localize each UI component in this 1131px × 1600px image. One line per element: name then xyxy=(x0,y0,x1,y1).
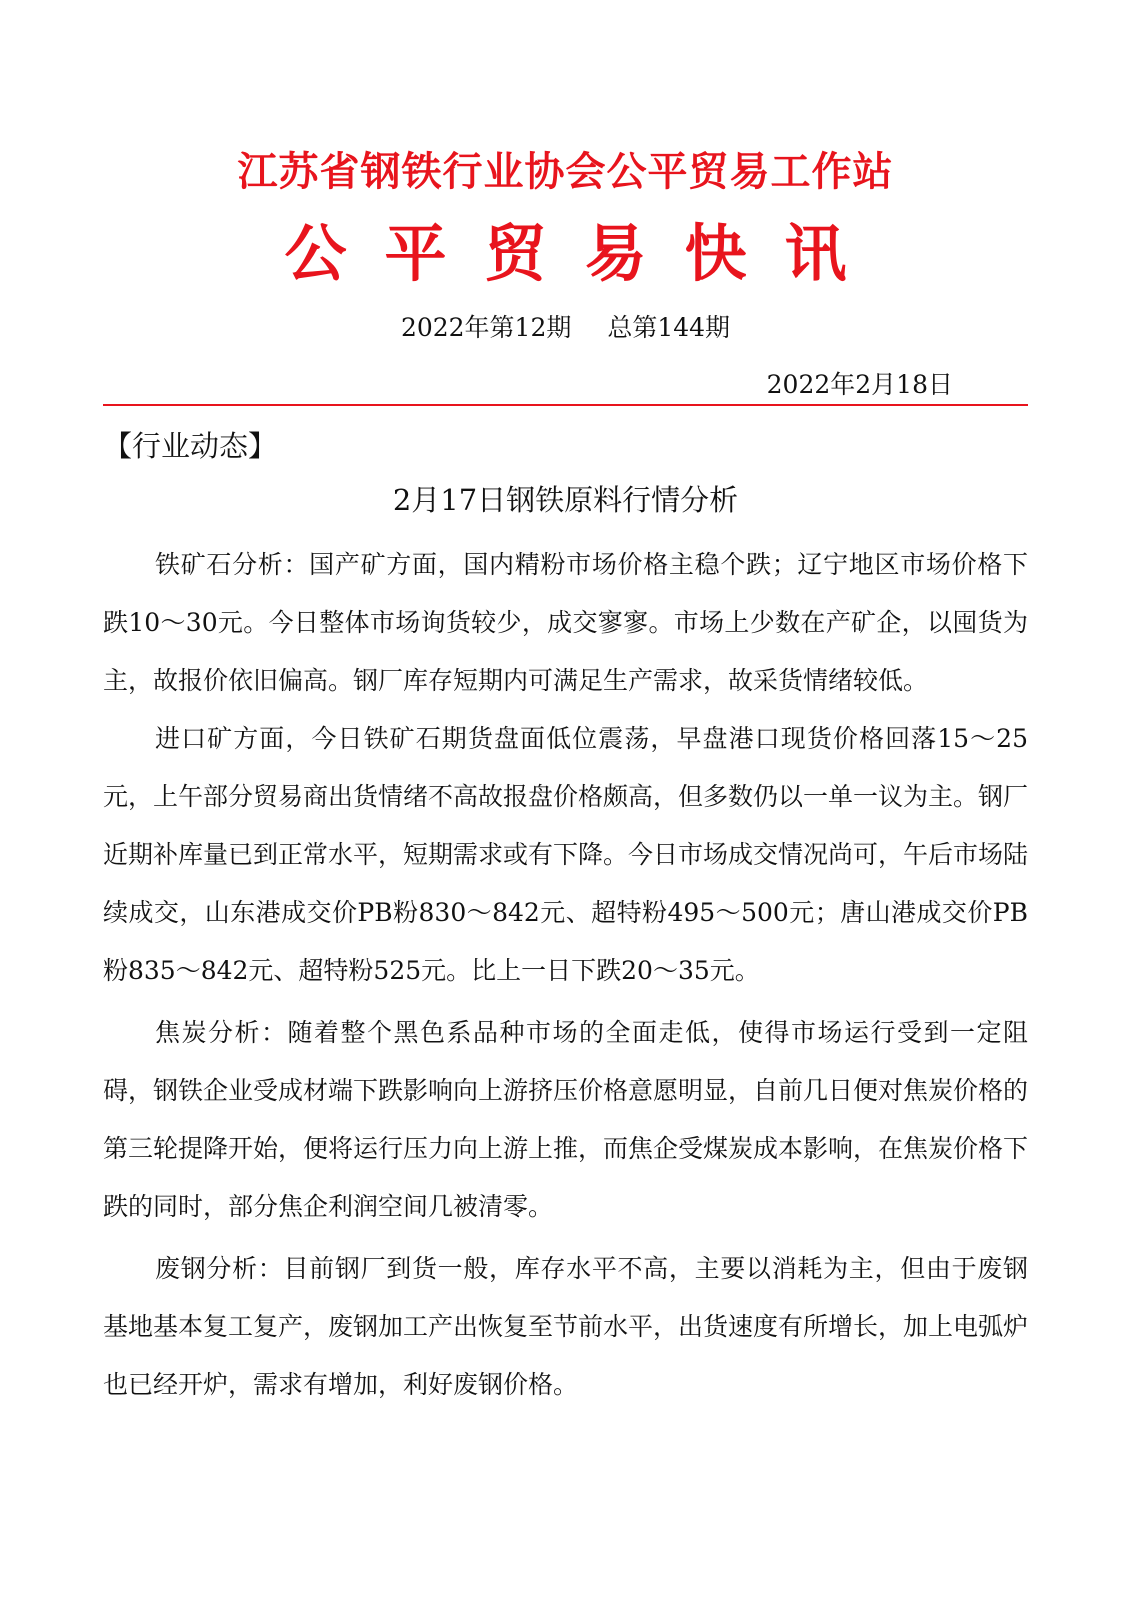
publication-date: 2022年2月18日 xyxy=(766,370,953,399)
paragraph-scrap-steel: 废钢分析：目前钢厂到货一般，库存水平不高，主要以消耗为主，但由于废钢基地基本复工复产，废钢加工产出恢复至节前水平，出货速度有所增长，加上电弧炉也已经开炉，需求有增加，利好废钢价格。 xyxy=(103,1254,1029,1399)
header-divider xyxy=(103,404,1028,406)
total-issue-number: 总第144期 xyxy=(607,313,731,342)
paragraph-coke: 焦炭分析：随着整个黑色系品种市场的全面走低，使得市场运行受到一定阻碍，钢铁企业受成材端下跌影响向上游挤压价格意愿明显，自前几日便对焦炭价格的第三轮提降开始，便将运行压力向上游上推，而焦企受煤炭成本影响，在焦炭价格下跌的同时，部分焦企利润空间几被清零。 xyxy=(103,1018,1029,1221)
section-label: 【行业动态】 xyxy=(103,429,278,463)
issue-number: 2022年第12期 xyxy=(400,313,572,342)
masthead-title: 公平贸易快讯 xyxy=(284,217,885,290)
paragraph-imported-ore: 进口矿方面，今日铁矿石期货盘面低位震荡，早盘港口现货价格回落15～25元，上午部分贸易商出货情绪不高故报盘价格颇高，但多数仍以一单一议为主。钢厂近期补库量已到正常水平，短期需求或有下降。今日市场成交情况尚可，午后市场陆续成交，山东港成交价PB粉830～842元、超特粉495～500元；唐山港成交价PB粉835～842元、超特粉525元。比上一日下跌20～35元。 xyxy=(103,724,1029,985)
paragraph-iron-ore: 铁矿石分析：国产矿方面，国内精粉市场价格主稳个跌；辽宁地区市场价格下跌10～30元。今日整体市场询货较少，成交寥寥。市场上少数在产矿企，以囤货为主，故报价依旧偏高。钢厂库存短期内可满足生产需求，故采货情绪较低。 xyxy=(103,550,1028,695)
issue-line xyxy=(0,312,1131,344)
organization-title: 江苏省钢铁行业协会公平贸易工作站 xyxy=(237,149,894,195)
article-body xyxy=(103,536,1028,1414)
article-title: 2月17日钢铁原料行情分析 xyxy=(392,483,739,517)
